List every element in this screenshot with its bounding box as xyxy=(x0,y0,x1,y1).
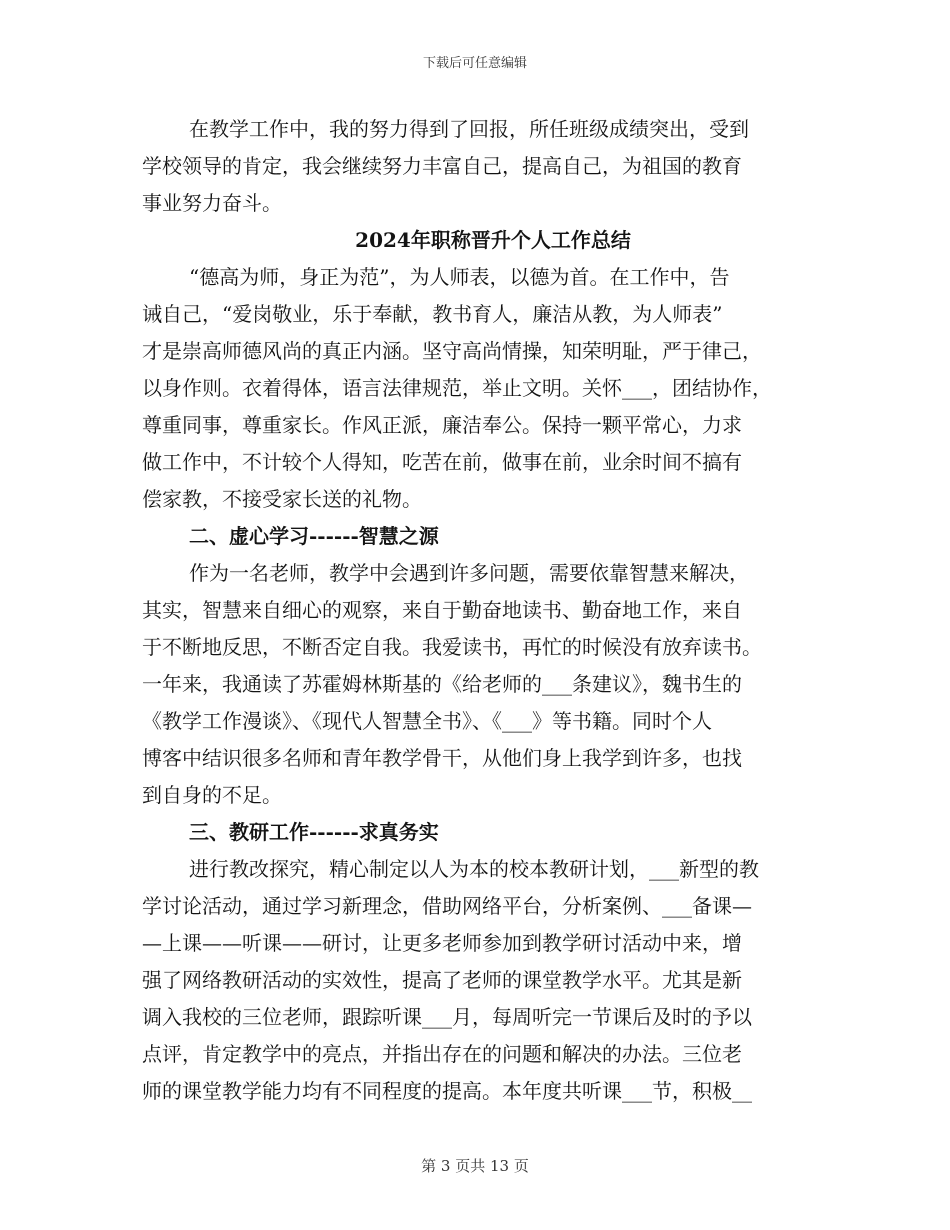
section-heading: 二、虚心学习------智慧之源 xyxy=(189,524,439,548)
paragraph-line: 调入我校的三位老师，跟踪听课___月，每周听完一节课后及时的予以 xyxy=(142,1005,752,1029)
paragraph-line: 于不断地反思，不断否定自我。我爱读书，再忙的时候没有放弃读书。 xyxy=(142,635,762,659)
paragraph-line: 学校领导的肯定，我会继续努力丰富自己，提高自己，为祖国的教育 xyxy=(142,154,742,178)
paragraph-line: 师的课堂教学能力均有不同程度的提高。本年度共听课___节，积极__ xyxy=(142,1079,752,1103)
paragraph-line: 事业努力奋斗。 xyxy=(142,191,282,215)
paragraph-line: 才是崇高师德风尚的真正内涵。坚守高尚情操，知荣明耻，严于律己， xyxy=(142,339,762,363)
paragraph-line: 以身作则。衣着得体，语言法律规范，举止文明。关怀___，团结协作， xyxy=(142,376,772,400)
paragraph-line: 做工作中，不计较个人得知，吃苦在前，做事在前，业余时间不搞有 xyxy=(142,450,742,474)
paragraph-line: —上课——听课——研讨，让更多老师参加到教学研讨活动中来，增 xyxy=(142,931,742,955)
page-header: 下载后可任意编辑 xyxy=(422,56,527,71)
paragraph-line: 学讨论活动，通过学习新理念，借助网络平台，分析案例、___备课— xyxy=(142,894,752,918)
paragraph-line: 点评，肯定教学中的亮点，并指出存在的问题和解决的办法。三位老 xyxy=(142,1042,742,1066)
paragraph-line: 进行教改探究，精心制定以人为本的校本教研计划，___新型的教 xyxy=(189,857,759,881)
paragraph-line: 博客中结识很多名师和青年教学骨干，从他们身上我学到许多，也找 xyxy=(142,746,742,770)
paragraph-line: 在教学工作中，我的努力得到了回报，所任班级成绩突出，受到 xyxy=(189,117,749,141)
section-heading: 三、教研工作------求真务实 xyxy=(189,820,439,844)
paragraph-line: “德高为师，身正为范”，为人师表，以德为首。在工作中，告 xyxy=(189,265,730,289)
paragraph-line: 《教学工作漫谈》、《现代人智慧全书》、《___》等书籍。同时个人 xyxy=(142,709,712,733)
document-body xyxy=(142,111,814,1110)
paragraph-line: 作为一名老师，教学中会遇到许多问题，需要依靠智慧来解决， xyxy=(189,561,749,585)
document-title: 2024年职称晋升个人工作总结 xyxy=(355,228,631,252)
paragraph-line: 强了网络教研活动的实效性，提高了老师的课堂教学水平。尤其是新 xyxy=(142,968,742,992)
paragraph-line: 一年来，我通读了苏霍姆林斯基的《给老师的___条建议》，魏书生的 xyxy=(142,672,742,696)
paragraph-line: 偿家教，不接受家长送的礼物。 xyxy=(142,487,422,511)
paragraph-line: 诫自己，“爱岗敬业，乐于奉献，教书育人，廉洁从教，为人师表” xyxy=(142,302,723,326)
page-footer: 第 3 页共 13 页 xyxy=(421,1157,529,1175)
paragraph-line: 其实，智慧来自细心的观察，来自于勤奋地读书、勤奋地工作，来自 xyxy=(142,598,742,622)
paragraph-line: 尊重同事，尊重家长。作风正派，廉洁奉公。保持一颗平常心，力求 xyxy=(142,413,742,437)
paragraph-line: 到自身的不足。 xyxy=(142,783,282,807)
